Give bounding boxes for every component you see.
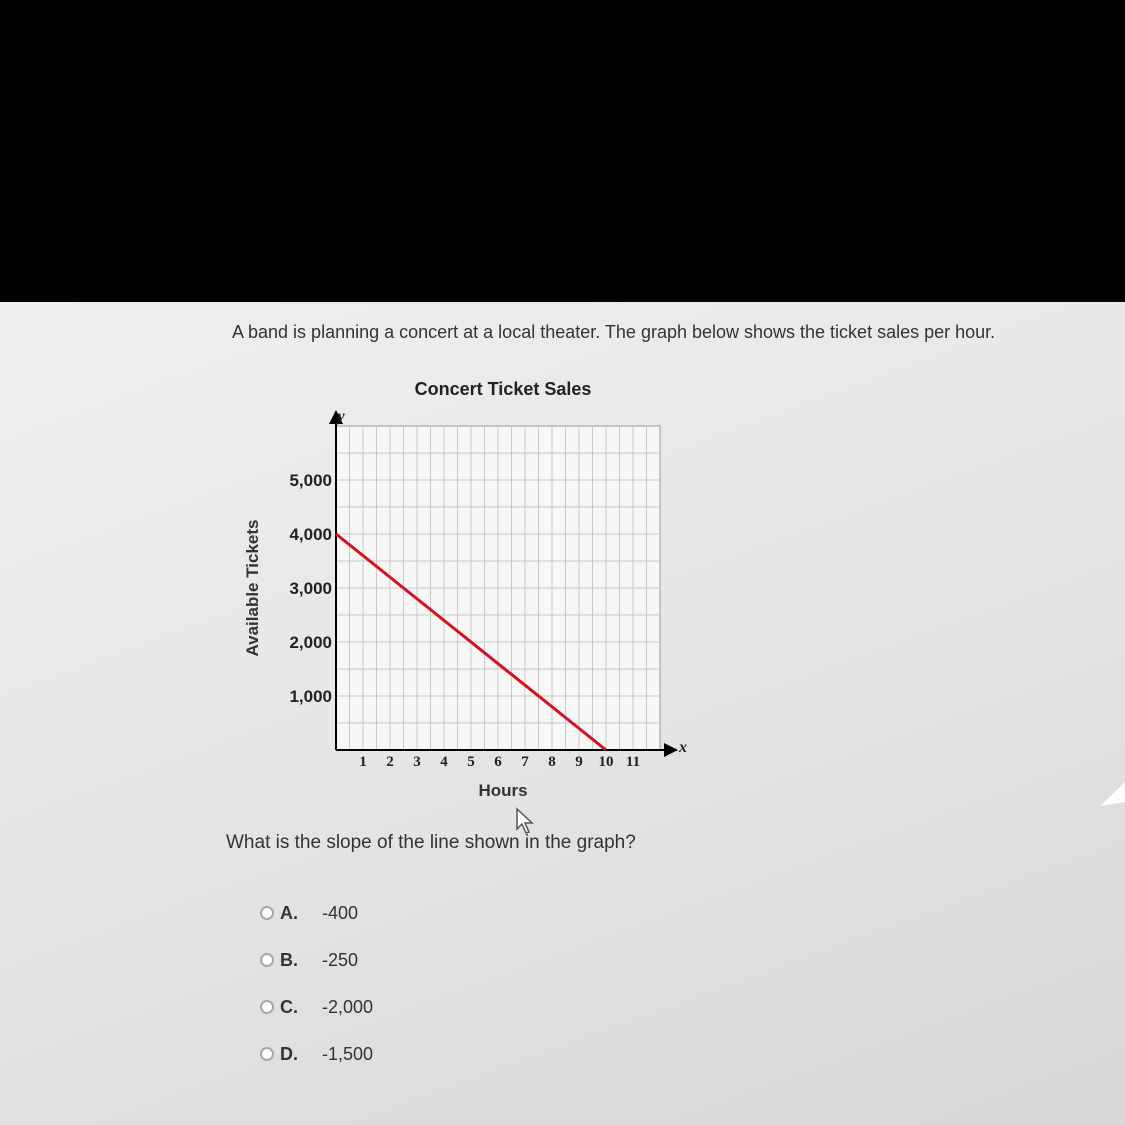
choice-letter: A.	[280, 902, 298, 923]
y-axis-label: Available Tickets	[243, 519, 262, 657]
choice-b[interactable]	[260, 947, 358, 973]
choice-a[interactable]	[260, 900, 358, 926]
question-text: What is the slope of the line shown in the graph?	[226, 832, 636, 853]
radio-button-icon[interactable]	[260, 1000, 274, 1014]
choice-c[interactable]	[260, 994, 373, 1020]
choice-letter: D.	[280, 1043, 298, 1064]
y-tick-label: 2,000	[289, 633, 332, 652]
y-tick-label: 4,000	[289, 525, 332, 544]
chart-title: Concert Ticket Sales	[414, 379, 592, 399]
mouse-pointer-icon	[515, 807, 539, 835]
x-axis-letter: x	[679, 739, 687, 756]
radio-button-icon[interactable]	[260, 906, 274, 920]
radio-button-icon[interactable]	[260, 953, 274, 967]
screen-glare	[1095, 772, 1125, 812]
x-tick-label: 6	[494, 754, 502, 770]
choice-value: -1,500	[322, 1043, 374, 1064]
question-prompt: A band is planning a concert at a local theater. The graph below shows the ticket sales per hour.	[232, 322, 996, 342]
choice-value: -400	[322, 902, 359, 923]
x-tick-label: 10	[598, 754, 614, 770]
x-tick-label: 4	[440, 754, 448, 770]
choice-value: -250	[322, 949, 359, 970]
radio-button-icon[interactable]	[260, 1047, 274, 1061]
x-tick-label: 5	[467, 754, 475, 770]
y-axis-letter: y	[337, 408, 345, 425]
x-tick-label: 7	[521, 754, 529, 770]
concert-ticket-sales-chart	[0, 302, 1125, 1125]
y-tick-label: 1,000	[289, 687, 332, 706]
y-tick-label: 3,000	[289, 579, 332, 598]
x-tick-label: 2	[386, 754, 394, 770]
x-tick-label: 11	[625, 754, 641, 770]
x-tick-label: 3	[413, 754, 421, 770]
chart-grid	[336, 426, 660, 750]
choice-d[interactable]	[260, 1041, 373, 1067]
x-axis-label: Hours	[478, 781, 528, 800]
x-tick-label: 1	[359, 754, 367, 770]
choice-letter: B.	[280, 949, 298, 970]
x-axis-arrow-icon	[664, 743, 678, 757]
choice-letter: C.	[280, 996, 298, 1017]
choice-value: -2,000	[322, 996, 374, 1017]
y-tick-label: 5,000	[289, 471, 332, 490]
x-tick-label: 8	[548, 754, 556, 770]
x-tick-label: 9	[575, 754, 583, 770]
question-screen	[0, 302, 1125, 1125]
